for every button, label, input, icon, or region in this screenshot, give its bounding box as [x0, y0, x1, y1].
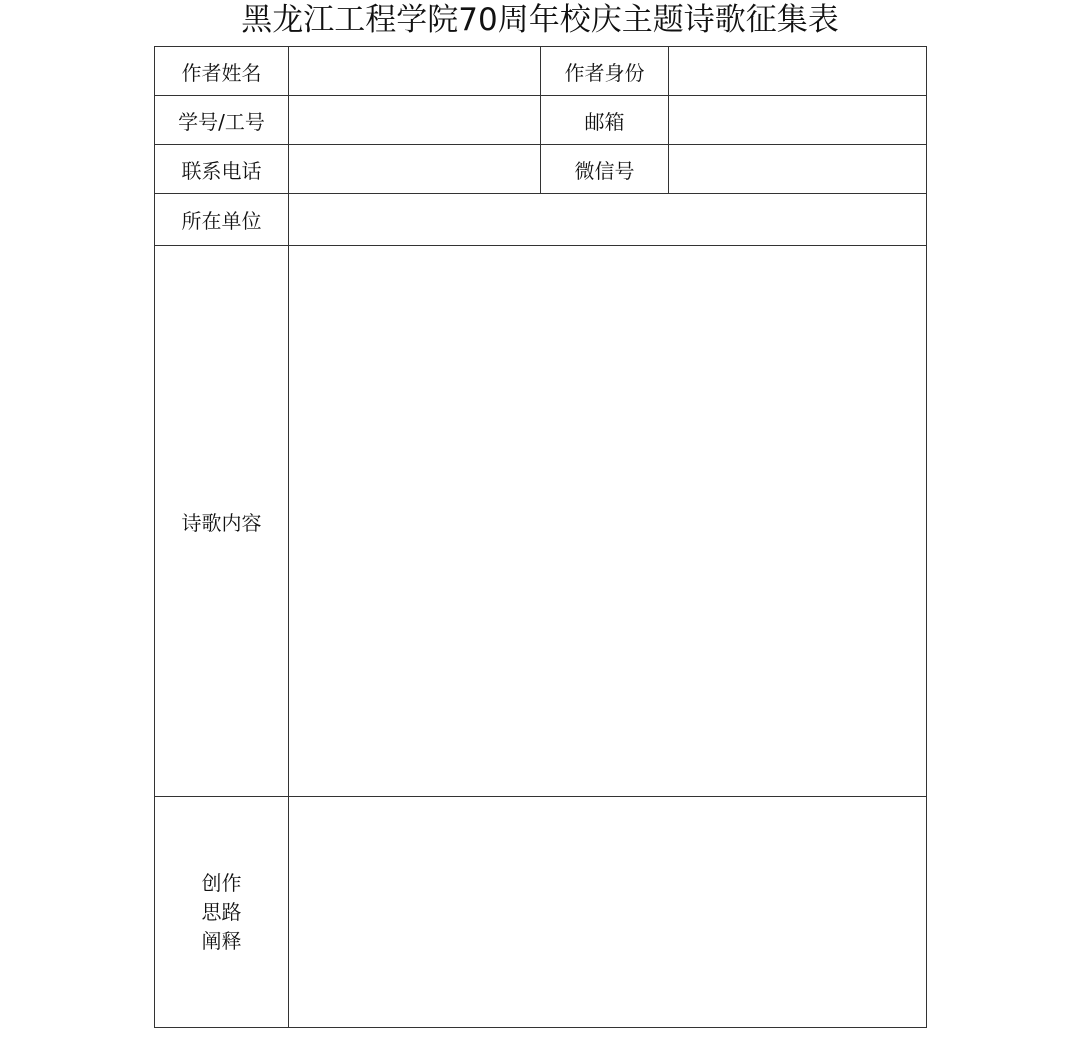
form-title: 黑龙江工程学院70周年校庆主题诗歌征集表: [241, 2, 839, 38]
unit-field[interactable]: [289, 194, 927, 246]
creative-idea-label-line: 创作: [201, 870, 242, 895]
email-field[interactable]: [669, 96, 927, 145]
creative-idea-label-line: 阐释: [201, 928, 242, 953]
student-staff-id-field[interactable]: [289, 96, 541, 145]
form-row-name-identity: [155, 47, 927, 96]
creative-idea-field[interactable]: [289, 797, 927, 1028]
author-name-field[interactable]: [289, 47, 541, 96]
creative-idea-label-cell: [155, 797, 289, 1028]
poem-content-label: 诗歌内容: [155, 246, 289, 797]
wechat-field[interactable]: [669, 145, 927, 194]
form-row-unit: [155, 194, 927, 246]
form-row-poem: [155, 246, 927, 797]
form-row-creative-idea: [155, 797, 927, 1028]
form-row-id-email: [155, 96, 927, 145]
author-name-label: 作者姓名: [155, 47, 289, 96]
phone-label: 联系电话: [155, 145, 289, 194]
unit-label: 所在单位: [155, 194, 289, 246]
form-row-phone-wechat: [155, 145, 927, 194]
creative-idea-label-line: 思路: [201, 899, 242, 924]
author-identity-field[interactable]: [669, 47, 927, 96]
email-label: 邮箱: [541, 96, 669, 145]
poem-submission-form: [154, 46, 927, 1028]
author-identity-label: 作者身份: [541, 47, 669, 96]
student-staff-id-label: 学号/工号: [155, 96, 289, 145]
wechat-label: 微信号: [541, 145, 669, 194]
creative-idea-label: [202, 869, 242, 956]
phone-field[interactable]: [289, 145, 541, 194]
poem-content-field[interactable]: [289, 246, 927, 797]
